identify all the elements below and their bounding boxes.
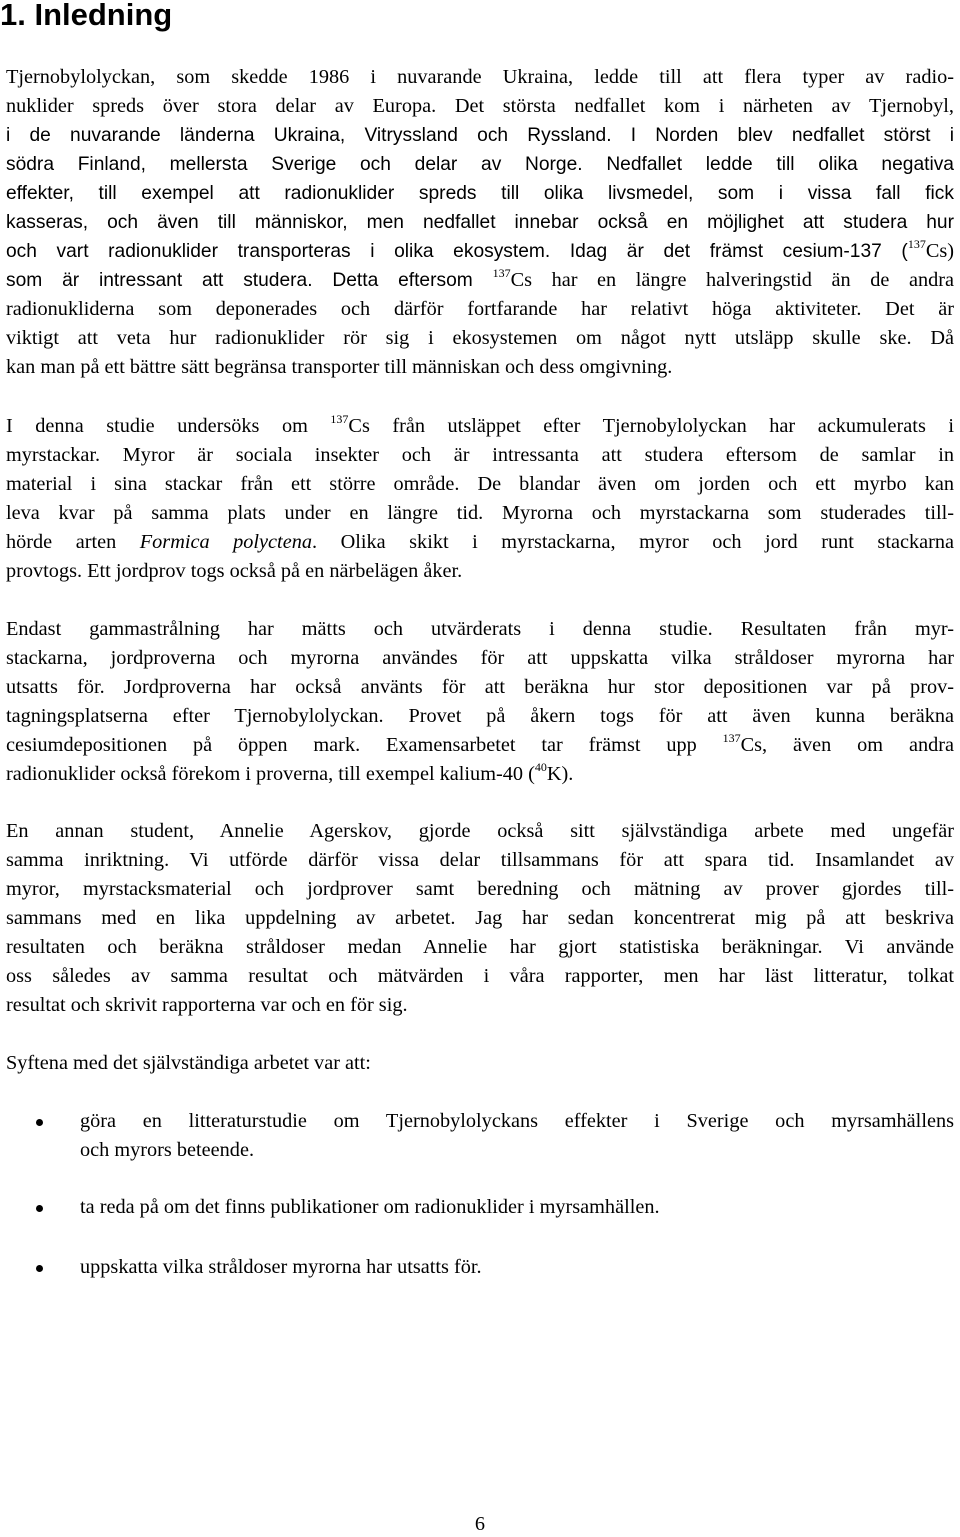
text-line bbox=[6, 760, 954, 789]
isotope-superscript: 137 bbox=[330, 412, 349, 427]
text-line: nuklider spreds över stora delar av Europa. Det största nedfallet kom i närheten av Tjernobyl, bbox=[6, 95, 954, 117]
paragraph-aims bbox=[6, 1049, 954, 1078]
text-line: göra en litteraturstudie om Tjernobylolyckans effekter i Sverige och myrsamhällens bbox=[80, 1110, 954, 1132]
text-line bbox=[6, 731, 954, 760]
paragraph-method bbox=[6, 615, 954, 789]
text-line: myror, myrstacksmaterial och jordprover samt beredning och mätning av prover gjordes till- bbox=[6, 878, 954, 900]
text-line: provtogs. Ett jordprov togs också på en närbelägen åker. bbox=[6, 560, 463, 582]
text-line: ta reda på om det finns publikationer om radionuklider i myrsamhällen. bbox=[80, 1196, 660, 1218]
isotope-superscript: 137 bbox=[907, 237, 926, 252]
list-item-text bbox=[80, 1107, 954, 1165]
text-segment: Cs från utsläppet efter Tjernobylolyckan har ackumulerats i bbox=[348, 415, 954, 437]
text-line: leva kvar på samma plats under en längre tid. Myrorna och myrstackarna som studerades till- bbox=[6, 502, 954, 524]
text-line: stackarna, jordproverna och myrorna användes för att uppskatta vilka stråldoser myrorna har bbox=[6, 647, 954, 669]
text-line: uppskatta vilka stråldoser myrorna har utsatts för. bbox=[80, 1256, 482, 1278]
page-number: 6 bbox=[474, 1513, 486, 1535]
isotope-superscript: 137 bbox=[722, 731, 741, 746]
text-line: resultat och skrivit rapporterna var och en för sig. bbox=[6, 994, 408, 1016]
text-segment: och vart radionuklider transporteras i olika ekosystem. Idag är det främst cesium-137 ( bbox=[6, 241, 908, 262]
text-line: En annan student, Annelie Agerskov, gjorde också sitt självständiga arbete med ungefär bbox=[6, 820, 954, 842]
text-line bbox=[6, 412, 954, 441]
text-line: kasseras, och även till människor, men nedfallet innebar också en möjlighet att studera hur bbox=[6, 212, 954, 233]
isotope-superscript: 137 bbox=[492, 266, 511, 281]
text-line: radionukliderna som deponerades och därför fortfarande har relativt höga aktiviteter. Det är bbox=[6, 298, 954, 320]
text-line: effekter, till exempel att radionuklider spreds till olika livsmedel, som i vissa fall fick bbox=[6, 183, 954, 204]
list-item-text bbox=[80, 1193, 954, 1222]
bullet-icon bbox=[36, 1205, 43, 1212]
paragraph-collaboration bbox=[6, 817, 954, 1020]
text-line: Tjernobylolyckan, som skedde 1986 i nuvarande Ukraina, ledde till att flera typer av radio- bbox=[6, 66, 954, 88]
text-line bbox=[6, 237, 954, 266]
text-line: viktigt att veta hur radionuklider rör sig i ekosystemen om något nytt utsläpp skulle ske. Då bbox=[6, 327, 954, 349]
text-segment: Cs har en längre halveringstid än de andra bbox=[510, 269, 955, 291]
bullet-icon bbox=[36, 1119, 43, 1126]
section-heading: 1. Inledning bbox=[0, 0, 173, 32]
text-segment: radionuklider också förekom i proverna, till exempel kalium-40 ( bbox=[6, 763, 535, 785]
isotope-superscript: 40 bbox=[534, 760, 547, 775]
text-line bbox=[6, 266, 954, 295]
text-segment: Nedfallet ledde till olika negativa bbox=[582, 154, 954, 175]
text-segment: Cs) bbox=[925, 240, 954, 262]
text-line: och myrors beteende. bbox=[80, 1139, 255, 1161]
text-line: samma inriktning. Vi utförde därför vissa delar tillsammans för att spara tid. Insamlandet av bbox=[6, 849, 954, 871]
species-name: Formica polyctena bbox=[139, 531, 312, 553]
text-line: material i sina stackar från ett större område. De blandar även om jorden och ett myrbo kan bbox=[6, 473, 954, 495]
text-line: resultaten och beräkna stråldoser medan Annelie har gjort statistiska beräkningar. Vi använde bbox=[6, 936, 954, 958]
text-line bbox=[6, 528, 954, 557]
text-line: i de nuvarande länderna Ukraina, Vitryssland och Ryssland. I Norden blev nedfallet störst i bbox=[6, 125, 954, 146]
text-line: Endast gammastrålning har mätts och utvärderats i denna studie. Resultaten från myr- bbox=[6, 618, 954, 640]
text-segment: södra Finland, mellersta Sverige och delar av Norge. bbox=[6, 154, 583, 175]
paragraph-study bbox=[6, 412, 954, 586]
text-segment: som är intressant att studera. Detta eftersom bbox=[6, 270, 493, 291]
list-item-text bbox=[80, 1253, 954, 1282]
bullet-icon bbox=[36, 1265, 43, 1272]
paragraph-intro bbox=[6, 63, 954, 382]
text-line: sammans med en lika uppdelning av arbetet. Jag har sedan koncentrerat mig på att beskriva bbox=[6, 907, 954, 929]
text-segment: Cs, även om andra bbox=[740, 734, 954, 756]
text-line: myrstackar. Myror är sociala insekter och är intressanta att studera eftersom de samlar in bbox=[6, 444, 954, 466]
text-line: oss således av samma resultat och mätvärden i våra rapporter, men har läst litteratur, tolkat bbox=[6, 965, 954, 987]
text-line: tagningsplatserna efter Tjernobylolyckan. Provet på åkern togs för att även kunna beräkna bbox=[6, 705, 954, 727]
text-segment: K). bbox=[546, 763, 574, 785]
text-segment: I denna studie undersöks om bbox=[6, 415, 331, 437]
text-line: utsatts för. Jordproverna har också använts för att beräkna hur stor depositionen var på prov- bbox=[6, 676, 954, 698]
text-line bbox=[6, 150, 954, 179]
text-line: kan man på ett bättre sätt begränsa transporter till människan och dess omgivning. bbox=[6, 356, 673, 378]
text-segment: . Olika skikt i myrstackarna, myror och jord runt stackarna bbox=[311, 531, 954, 553]
text-segment: cesiumdepositionen på öppen mark. Examensarbetet tar främst upp bbox=[6, 734, 723, 756]
text-segment: hörde arten bbox=[6, 531, 140, 553]
text-line: Syftena med det självständiga arbetet var att: bbox=[6, 1052, 371, 1074]
